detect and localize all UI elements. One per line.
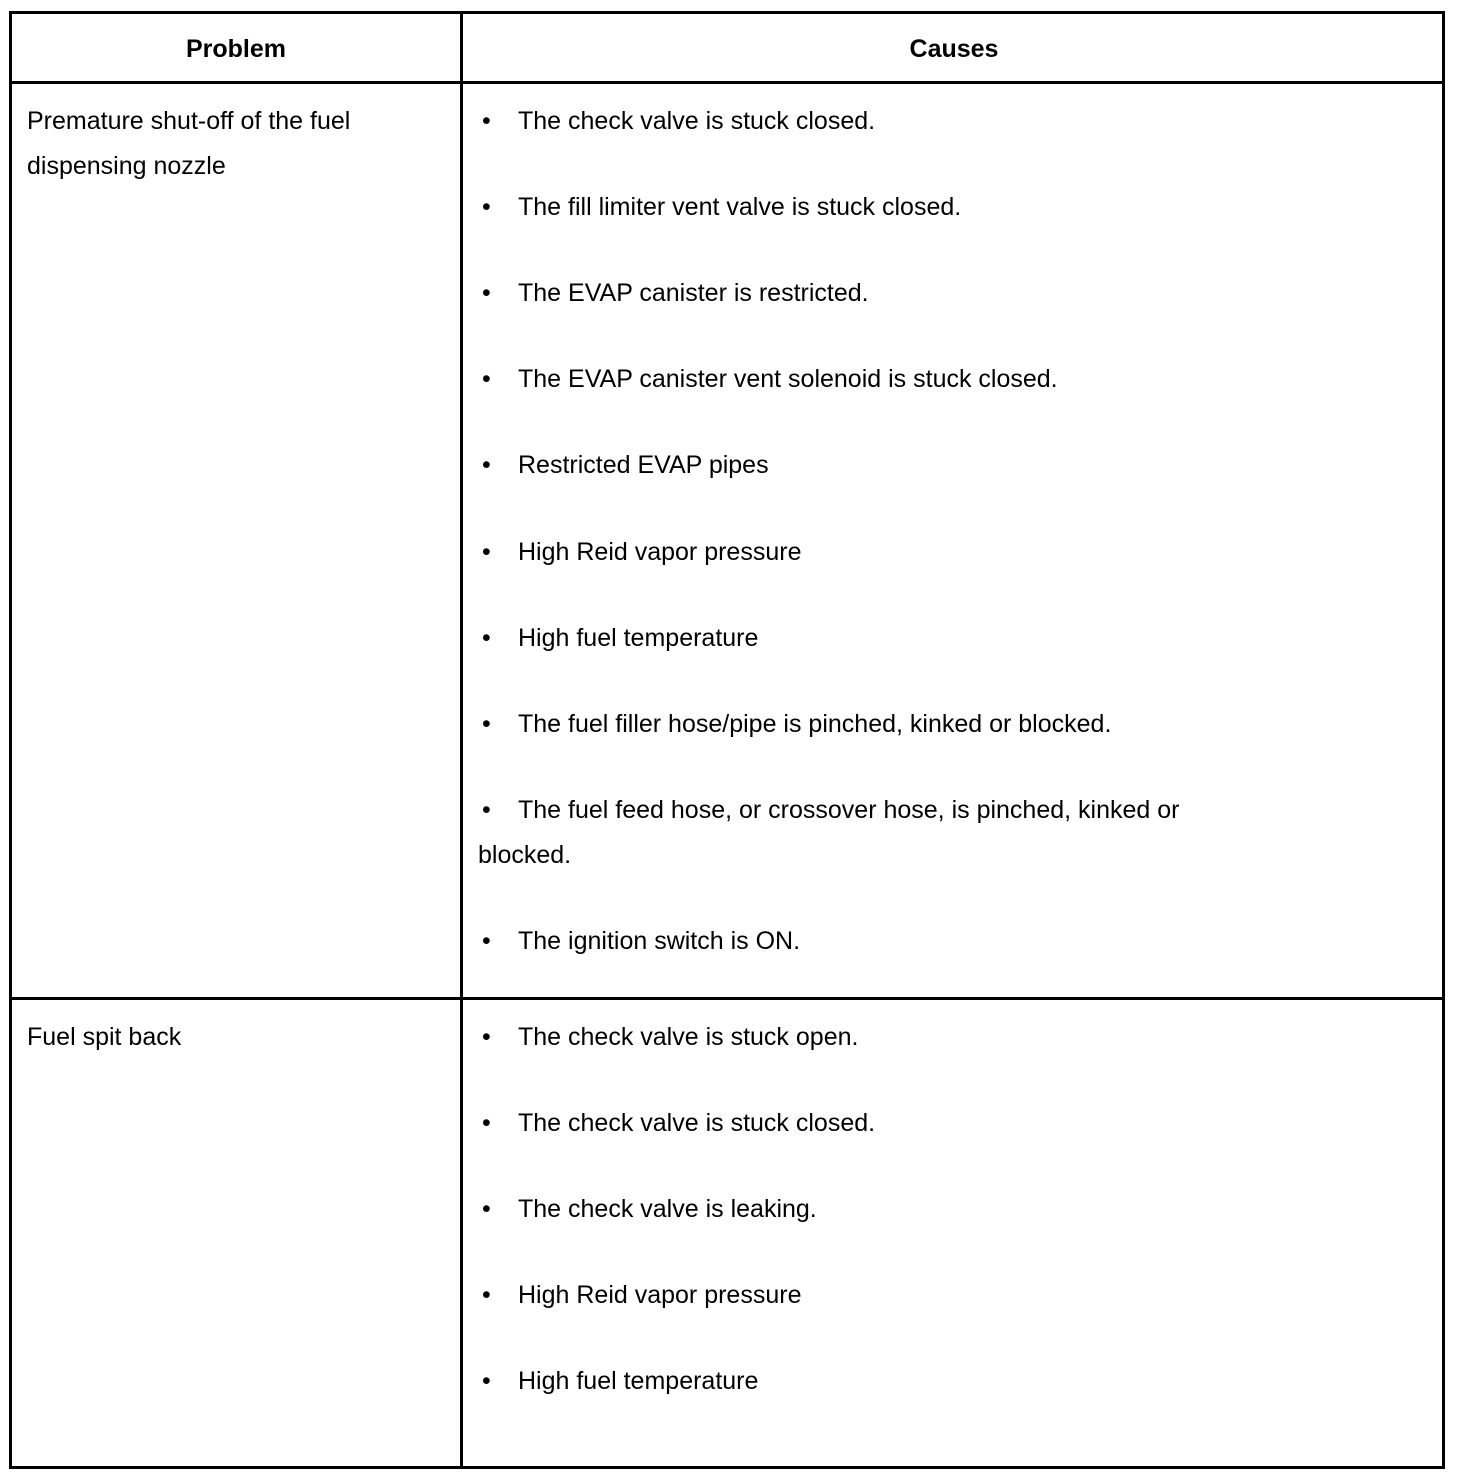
bullet: • bbox=[482, 1281, 491, 1309]
cause-item bbox=[478, 616, 1278, 661]
bullet: • bbox=[482, 193, 491, 221]
bullet: • bbox=[482, 365, 491, 393]
cause-item bbox=[478, 1015, 1278, 1060]
bullet: • bbox=[482, 538, 491, 566]
column-divider bbox=[460, 14, 463, 1466]
cause-item bbox=[478, 1101, 1278, 1146]
cause-item bbox=[478, 99, 1278, 144]
bullet: • bbox=[482, 927, 491, 955]
cause-item bbox=[478, 357, 1278, 402]
cause-text: The ignition switch is ON. bbox=[518, 927, 801, 955]
cause-item bbox=[478, 1187, 1278, 1232]
problem-cell: Fuel spit back bbox=[27, 1023, 182, 1051]
cause-item bbox=[478, 1359, 1278, 1404]
cause-text: High fuel temperature bbox=[518, 624, 759, 652]
cause-item bbox=[478, 919, 1278, 964]
cause-text: The check valve is stuck open. bbox=[518, 1023, 859, 1051]
cause-text: The check valve is leaking. bbox=[518, 1195, 817, 1223]
bullet: • bbox=[482, 796, 491, 824]
cause-text: High Reid vapor pressure bbox=[518, 1281, 802, 1309]
cause-text: The EVAP canister vent solenoid is stuck closed. bbox=[518, 365, 1058, 393]
cause-text: The EVAP canister is restricted. bbox=[518, 279, 869, 307]
cause-text: The fuel feed hose, or crossover hose, is pinched, kinked or blocked. bbox=[478, 796, 1180, 869]
bullet: • bbox=[482, 1109, 491, 1137]
cause-item bbox=[478, 185, 1278, 230]
cause-text: The check valve is stuck closed. bbox=[518, 107, 876, 135]
bullet: • bbox=[482, 710, 491, 738]
bullet: • bbox=[482, 279, 491, 307]
cause-item bbox=[478, 443, 1278, 488]
problem-cell: Premature shut-off of the fuel dispensing nozzle bbox=[27, 107, 351, 180]
cause-item bbox=[478, 530, 1278, 575]
cause-item bbox=[478, 702, 1278, 747]
cause-text: Restricted EVAP pipes bbox=[518, 451, 769, 479]
bullet: • bbox=[482, 1195, 491, 1223]
cause-item bbox=[478, 1273, 1278, 1318]
header-causes: Causes bbox=[909, 34, 999, 63]
header-problem: Problem bbox=[185, 34, 287, 63]
cause-text: High fuel temperature bbox=[518, 1367, 759, 1395]
cause-text: The fill limiter vent valve is stuck closed. bbox=[518, 193, 962, 221]
cause-text: High Reid vapor pressure bbox=[518, 538, 802, 566]
cause-text: The check valve is stuck closed. bbox=[518, 1109, 876, 1137]
bullet: • bbox=[482, 1367, 491, 1395]
bullet: • bbox=[482, 451, 491, 479]
diagnosis-table bbox=[9, 11, 1445, 1469]
bullet: • bbox=[482, 107, 491, 135]
row-divider bbox=[12, 997, 1442, 1000]
cause-item bbox=[478, 271, 1278, 316]
cause-item bbox=[478, 788, 1278, 878]
cause-text: The fuel filler hose/pipe is pinched, kinked or blocked. bbox=[518, 710, 1112, 738]
bullet: • bbox=[482, 624, 491, 652]
bullet: • bbox=[482, 1023, 491, 1051]
